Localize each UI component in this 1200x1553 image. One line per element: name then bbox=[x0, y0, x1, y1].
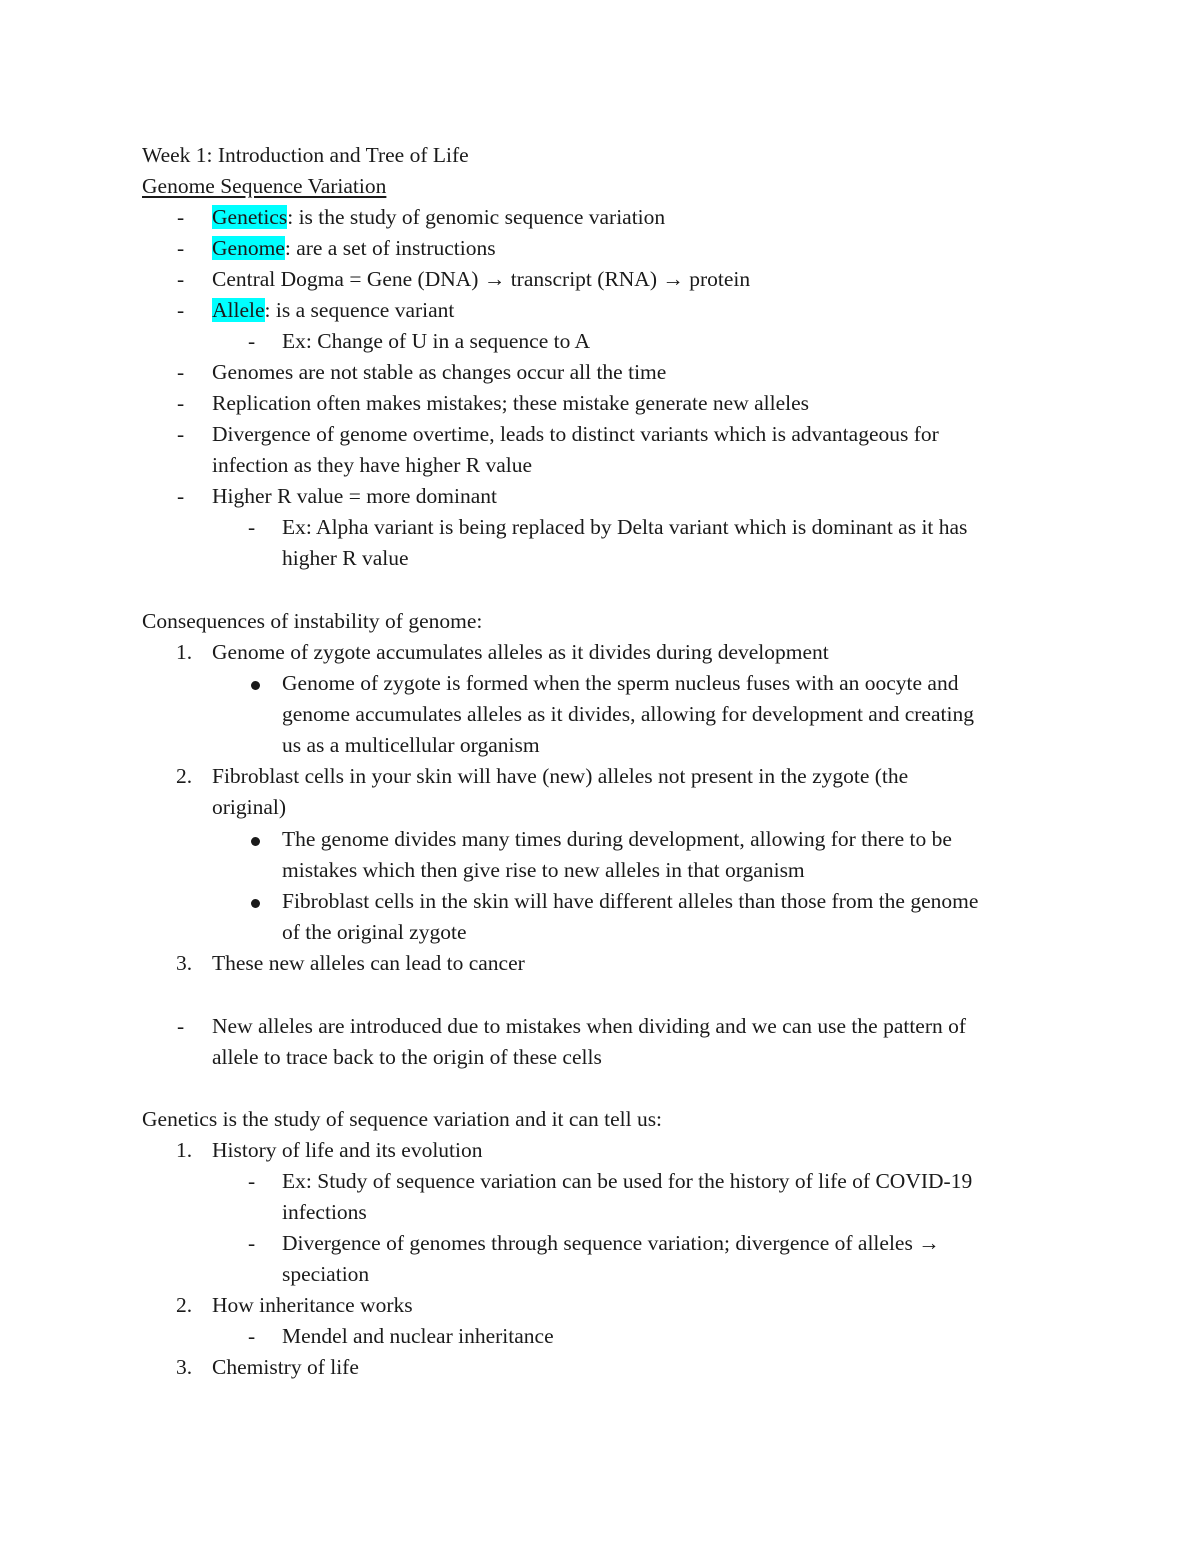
list-marker-dash: - bbox=[177, 1014, 185, 1038]
numbered-item-continuation: original) bbox=[212, 795, 287, 819]
bullet-item: The genome divides many times during development, allowing for there to be bbox=[282, 827, 952, 851]
list-marker-dash: - bbox=[177, 391, 185, 415]
bullet-icon bbox=[251, 837, 260, 846]
bullet-item: Genome of zygote is formed when the sperm nucleus fuses with an oocyte and bbox=[282, 671, 959, 695]
list-item: Divergence of genome overtime, leads to distinct variants which is advantageous for bbox=[212, 422, 939, 446]
sub-list-item: Ex: Change of U in a sequence to A bbox=[282, 329, 591, 353]
bullet-item-continuation: of the original zygote bbox=[282, 920, 467, 944]
list-marker-number: 3. bbox=[176, 951, 193, 975]
bullet-icon bbox=[251, 681, 260, 690]
bullet-item-continuation: us as a multicellular organism bbox=[282, 733, 540, 757]
numbered-item: How inheritance works bbox=[212, 1293, 413, 1317]
highlighted-term: Genetics bbox=[212, 205, 288, 229]
highlighted-term: Allele bbox=[212, 298, 265, 322]
list-marker-number: 2. bbox=[176, 1293, 193, 1317]
list-marker-dash: - bbox=[177, 360, 185, 384]
list-item bbox=[212, 202, 665, 233]
list-item: Genomes are not stable as changes occur all the time bbox=[212, 360, 667, 384]
bullet-item-continuation: mistakes which then give rise to new alleles in that organism bbox=[282, 858, 805, 882]
list-item bbox=[212, 295, 454, 326]
list-item: New alleles are introduced due to mistakes when dividing and we can use the pattern of bbox=[212, 1014, 967, 1038]
list-marker-dash: - bbox=[177, 422, 185, 446]
list-marker-dash: - bbox=[248, 1231, 256, 1255]
page-title: Week 1: Introduction and Tree of Life bbox=[142, 143, 469, 167]
list-item bbox=[212, 233, 496, 264]
list-item: Central Dogma = Gene (DNA) → transcript (RNA) → protein bbox=[212, 267, 751, 291]
definition-text: : is a sequence variant bbox=[264, 298, 455, 322]
list-marker-number: 3. bbox=[176, 1355, 193, 1379]
list-item-continuation: infection as they have higher R value bbox=[212, 453, 533, 477]
bullet-item-continuation: genome accumulates alleles as it divides, allowing for development and creating bbox=[282, 702, 974, 726]
list-marker-number: 1. bbox=[176, 640, 193, 664]
list-marker-dash: - bbox=[177, 484, 185, 508]
numbered-item: History of life and its evolution bbox=[212, 1138, 483, 1162]
list-marker-dash: - bbox=[177, 298, 185, 322]
bullet-item: Fibroblast cells in the skin will have different alleles than those from the genome bbox=[282, 889, 979, 913]
list-marker-number: 2. bbox=[176, 764, 193, 788]
numbered-item: Fibroblast cells in your skin will have (new) alleles not present in the zygote (the bbox=[212, 764, 909, 788]
sub-list-item-continuation: infections bbox=[282, 1200, 367, 1224]
list-item: Replication often makes mistakes; these mistake generate new alleles bbox=[212, 391, 810, 415]
list-item-continuation: allele to trace back to the origin of these cells bbox=[212, 1045, 602, 1069]
definition-text: : are a set of instructions bbox=[284, 236, 496, 260]
section-heading: Genome Sequence Variation bbox=[142, 174, 387, 198]
list-item: Higher R value = more dominant bbox=[212, 484, 497, 508]
sub-list-item: Ex: Alpha variant is being replaced by Delta variant which is dominant as it has bbox=[282, 515, 968, 539]
sub-list-item-continuation: higher R value bbox=[282, 546, 409, 570]
numbered-item: These new alleles can lead to cancer bbox=[212, 951, 525, 975]
sub-list-item: Divergence of genomes through sequence variation; divergence of alleles → bbox=[282, 1231, 940, 1255]
sub-list-item: Ex: Study of sequence variation can be used for the history of life of COVID-19 bbox=[282, 1169, 973, 1193]
list-marker-dash: - bbox=[177, 267, 185, 291]
numbered-item: Chemistry of life bbox=[212, 1355, 359, 1379]
list-marker-dash: - bbox=[248, 1169, 256, 1193]
list-marker-dash: - bbox=[248, 1324, 256, 1348]
definition-text: : is the study of genomic sequence variation bbox=[287, 205, 666, 229]
sub-list-item: Mendel and nuclear inheritance bbox=[282, 1324, 554, 1348]
highlighted-term: Genome bbox=[212, 236, 285, 260]
section-heading: Consequences of instability of genome: bbox=[142, 609, 483, 633]
numbered-item: Genome of zygote accumulates alleles as it divides during development bbox=[212, 640, 829, 664]
list-marker-dash: - bbox=[248, 515, 256, 539]
list-marker-dash: - bbox=[248, 329, 256, 353]
sub-list-item-continuation: speciation bbox=[282, 1262, 370, 1286]
list-marker-number: 1. bbox=[176, 1138, 193, 1162]
section-heading: Genetics is the study of sequence variation and it can tell us: bbox=[142, 1107, 663, 1131]
bullet-icon bbox=[251, 899, 260, 908]
list-marker-dash: - bbox=[177, 236, 185, 260]
list-marker-dash: - bbox=[177, 205, 185, 229]
